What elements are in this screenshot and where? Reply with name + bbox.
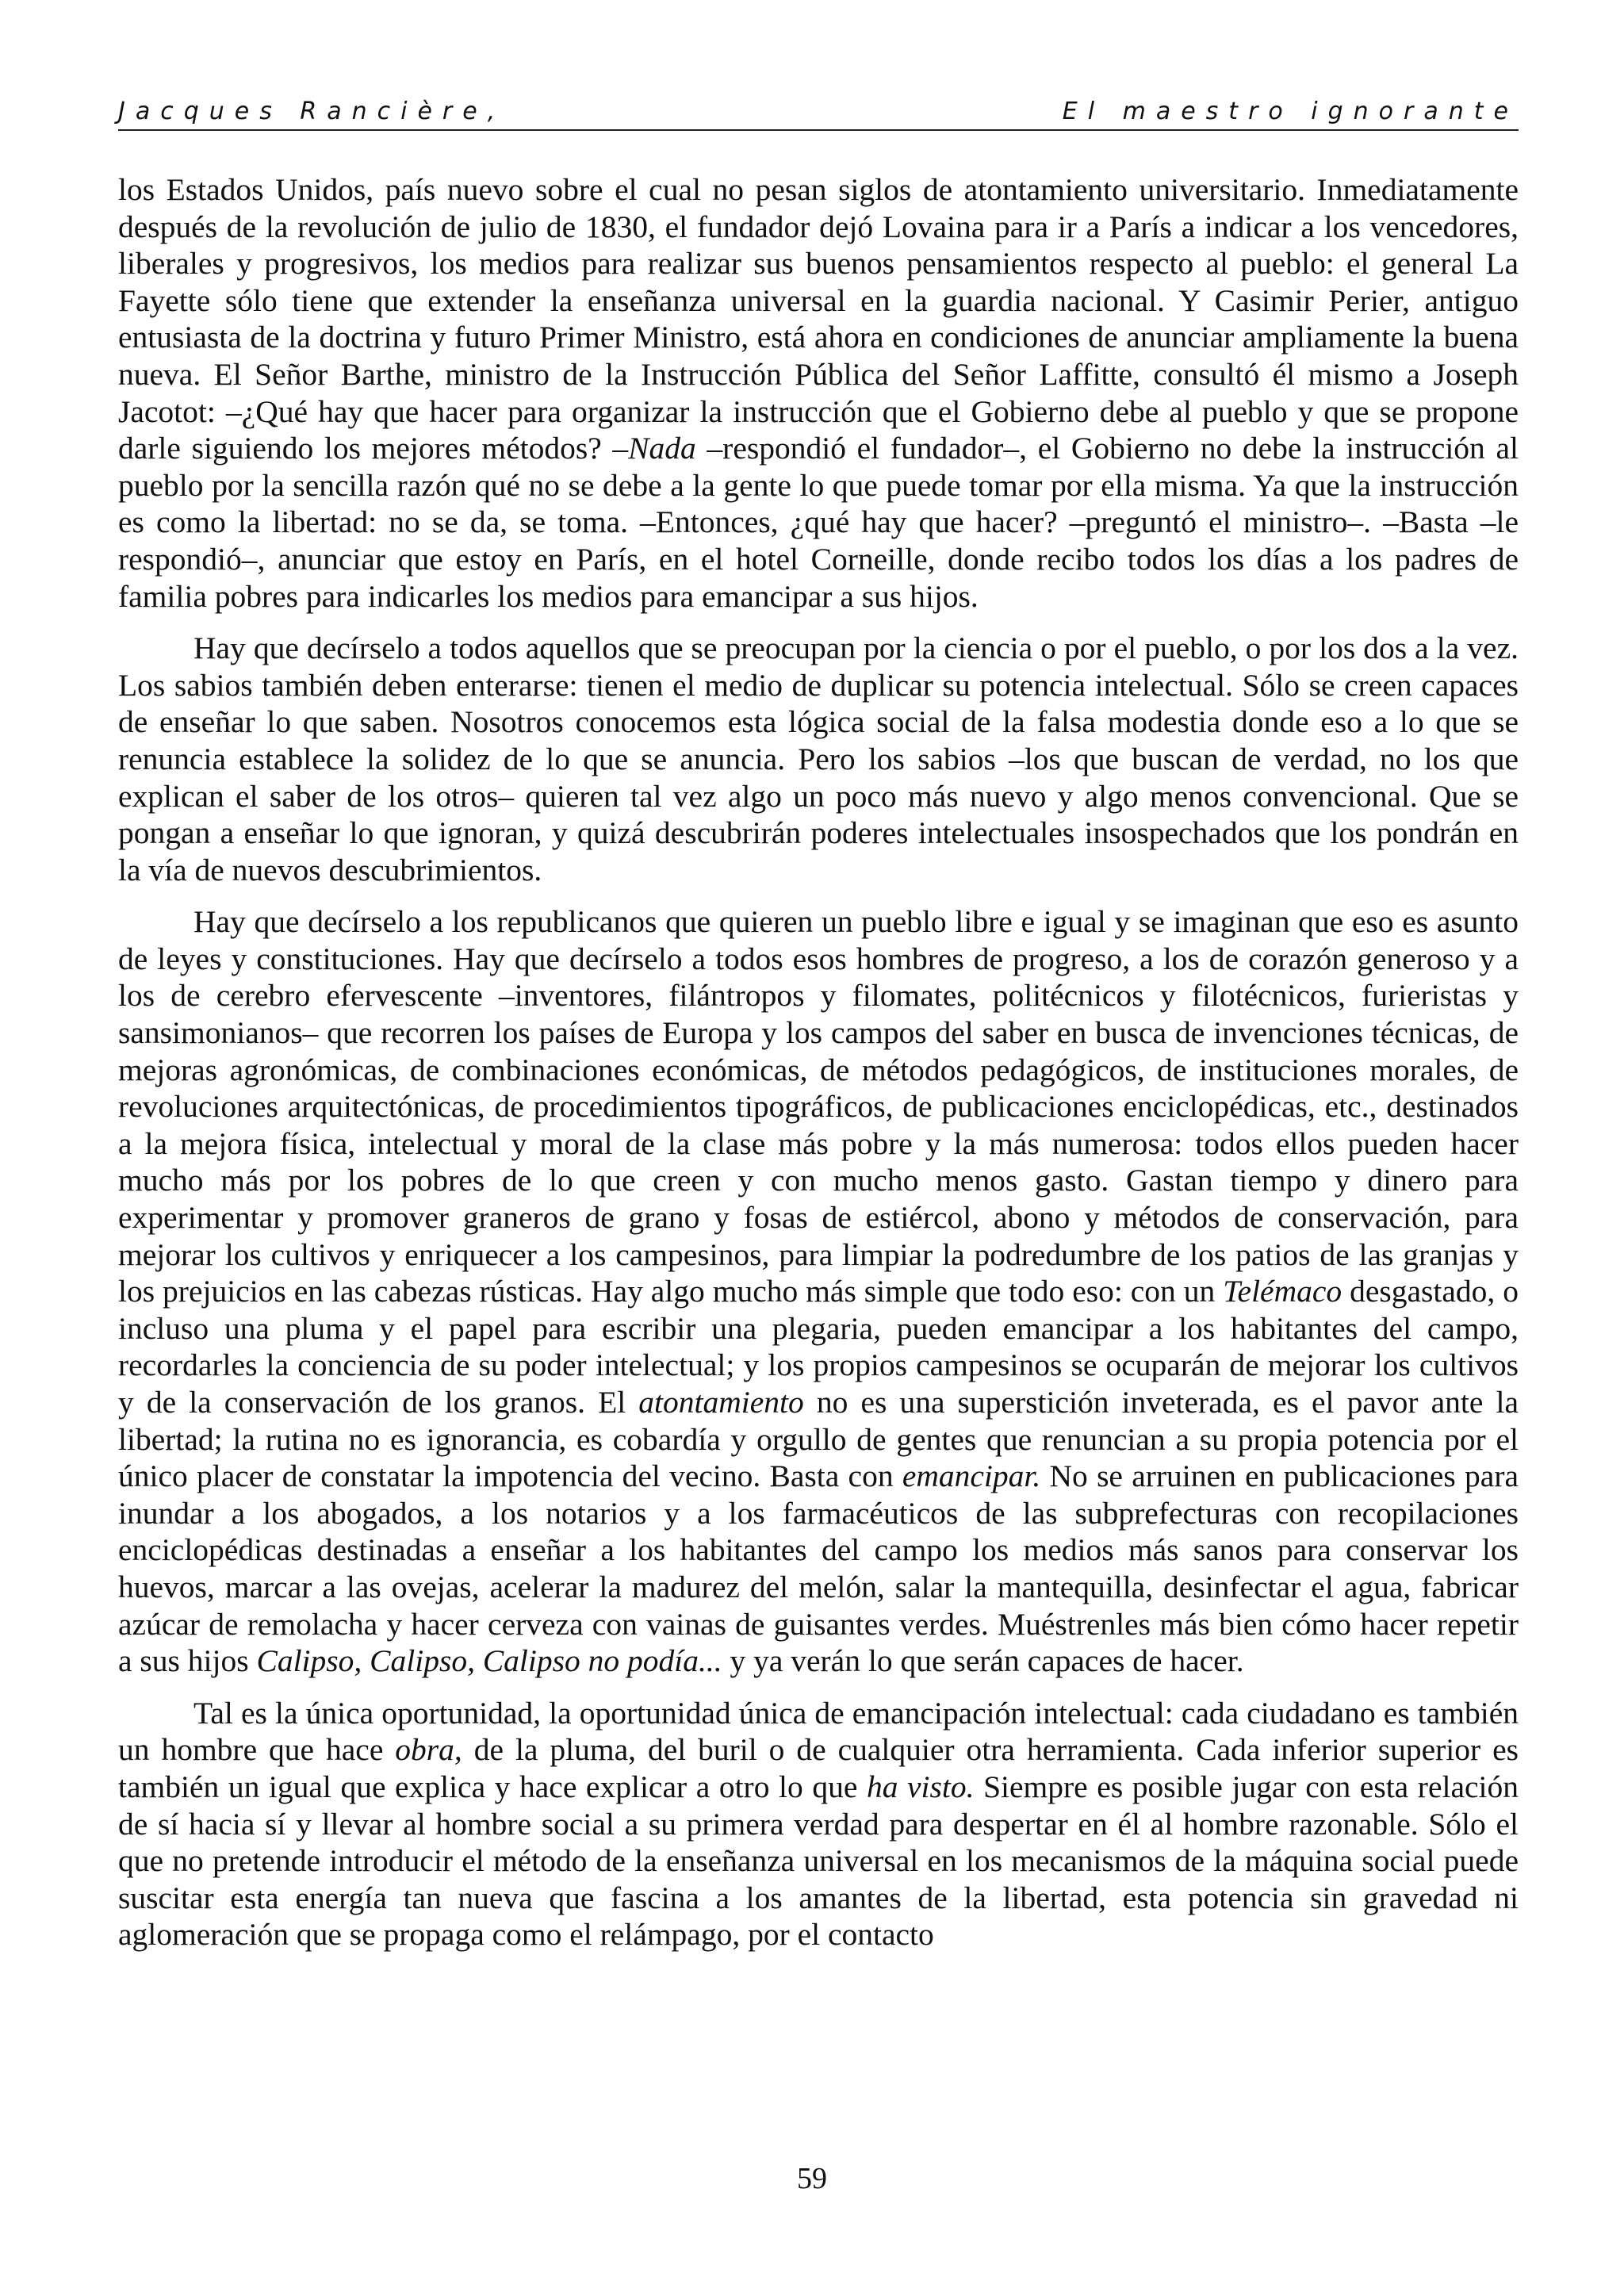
- paragraph-text: de la pluma, del buril o de cualquier otra herramienta. Cada inferior superior es también un igual que explica y hace explicar a otro lo que: [118, 1732, 1519, 1804]
- italic-text: ha visto.: [866, 1769, 975, 1804]
- italic-text: emancipar.: [902, 1458, 1041, 1494]
- paragraph-text: No se arruinen en publicaciones para inundar a los abogados, a los notarios y a los farmacéuticos de las subprefecturas con recopilaciones enciclopédicas destinadas a enseñar a los habitantes del campo los medios más sanos para conservar los huevos, marcar a las ovejas, acelerar la madurez del melón, salar la mantequilla, desinfectar el agua, fabricar azúcar de remolacha y hacer cerveza con vainas de guisantes verdes. Muéstrenles más bien cómo hacer repetir a sus hijos: [118, 1458, 1519, 1679]
- italic-text: Telémaco: [1223, 1274, 1342, 1309]
- italic-text: Calipso, Calipso, Calipso no podía...: [256, 1643, 722, 1679]
- body-text: [118, 171, 1519, 1968]
- paragraph: [118, 903, 1519, 1679]
- page-number: 59: [797, 2162, 827, 2195]
- italic-text: Nada: [628, 431, 696, 466]
- paragraph-text: Hay que decírselo a todos aquellos que se preocupan por la ciencia o por el pueblo, o por los dos a la vez. Los sabios también deben enterarse: tienen el medio de duplicar su potencia intelectual. Sólo se creen capaces de enseñar lo que saben. Nosotros conocemos esta lógica social de la falsa modestia donde eso a lo que se renuncia establece la solidez de lo que se anuncia. Pero los sabios –los que buscan de verdad, no los que explican el saber de los otros– quieren tal vez algo un poco más nuevo y algo menos convencional. Que se pongan a enseñar lo que ignoran, y quizá descubrirán poderes intelectuales insospechados que los pondrán en la vía de nuevos descubrimientos.: [118, 631, 1519, 887]
- paragraph-text: no es una superstición inveterada, es el pavor ante la libertad; la rutina no es ignorancia, es cobardía y orgullo de gentes que renuncian a su propia potencia por el único placer de constatar la impotencia del vecino. Basta con: [118, 1385, 1519, 1494]
- paragraph: [118, 1695, 1519, 1953]
- header-book-title: El maestro ignorante: [1062, 98, 1519, 125]
- paragraph: [118, 630, 1519, 888]
- paragraph-text: y ya verán lo que serán capaces de hacer.: [722, 1643, 1244, 1679]
- paragraph-text: Hay que decírselo a los republicanos que quieren un pueblo libre e igual y se imaginan que eso es asunto de leyes y constituciones. Hay que decírselo a todos esos hombres de progreso, a los de corazón generoso y a los de cerebro efervescente –inventores, filántropos y filomates, politécnicos y filotécnicos, furieristas y sansimonianos– que recorren los países de Europa y los campos del saber en busca de invenciones técnicas, de mejoras agronómicas, de combinaciones económicas, de métodos pedagógicos, de instituciones morales, de revoluciones arquitectónicas, de procedimientos tipográficos, de publicaciones enciclopédicas, etc., destinados a la mejora física, intelectual y moral de la clase más pobre y la más numerosa: todos ellos pueden hacer mucho más por los pobres de lo que creen y con mucho menos gasto. Gastan tiempo y dinero para experimentar y promover graneros de grano y fosas de estiércol, abono y métodos de conservación, para mejorar los cultivos y enriquecer a los campesinos, para limpiar la podredumbre de los patios de las granjas y los prejuicios en las cabezas rústicas. Hay algo mucho más simple que todo eso: con un: [118, 904, 1519, 1309]
- paragraph-text: desgastado, o incluso una pluma y el papel para escribir una plegaria, pueden emancipar a los habitantes del campo, recordarles la conciencia de su poder intelectual; y los propios campesinos se ocuparán de mejorar los cultivos y de la conservación de los granos. El: [118, 1274, 1519, 1420]
- paragraph-text: Siempre es posible jugar con esta relación de sí hacia sí y llevar al hombre social a su primera verdad para despertar en él al hombre razonable. Sólo el que no pretende introducir el método de la enseñanza universal en los mecanismos de la máquina social puede suscitar esta energía tan nueva que fascina a los amantes de la libertad, esta potencia sin gravedad ni aglomeración que se propaga como el relámpago, por el contacto: [118, 1769, 1519, 1953]
- running-header: [118, 98, 1519, 131]
- paragraph-text: –respondió el fundador–, el Gobierno no debe la instrucción al pueblo por la sencilla razón qué no se debe a la gente lo que puede tomar por ella misma. Ya que la instrucción es como la libertad: no se da, se toma. –Entonces, ¿qué hay que hacer? –preguntó el ministro–. –Basta –le respondió–, anunciar que estoy en París, en el hotel Corneille, donde recibo todos los días a los padres de familia pobres para indicarles los medios para emancipar a sus hijos.: [118, 431, 1519, 614]
- header-author: Jacques Rancière,: [118, 98, 506, 125]
- italic-text: obra,: [395, 1732, 462, 1768]
- paragraph: [118, 171, 1519, 615]
- paragraph-text: Tal es la única oportunidad, la oportunidad única de emancipación intelectual: cada ciudadano es también un hombre que hace: [118, 1695, 1519, 1768]
- paragraph-text: los Estados Unidos, país nuevo sobre el cual no pesan siglos de atontamiento universitario. Inmediatamente después de la revolución de julio de 1830, el fundador dejó Lovaina para ir a París a indicar a los vencedores, liberales y progresivos, los medios para realizar sus buenos pensamientos respecto al pueblo: el general La Fayette sólo tiene que extender la enseñanza universal en la guardia nacional. Y Casimir Perier, antiguo entusiasta de la doctrina y futuro Primer Ministro, está ahora en condiciones de anunciar ampliamente la buena nueva. El Señor Barthe, ministro de la Instrucción Pública del Señor Laffitte, consultó él mismo a Joseph Jacotot: –¿Qué hay que hacer para organizar la instrucción que el Gobierno debe al pueblo y que se propone darle siguiendo los mejores métodos? –: [118, 172, 1519, 466]
- italic-text: atontamiento: [638, 1385, 804, 1420]
